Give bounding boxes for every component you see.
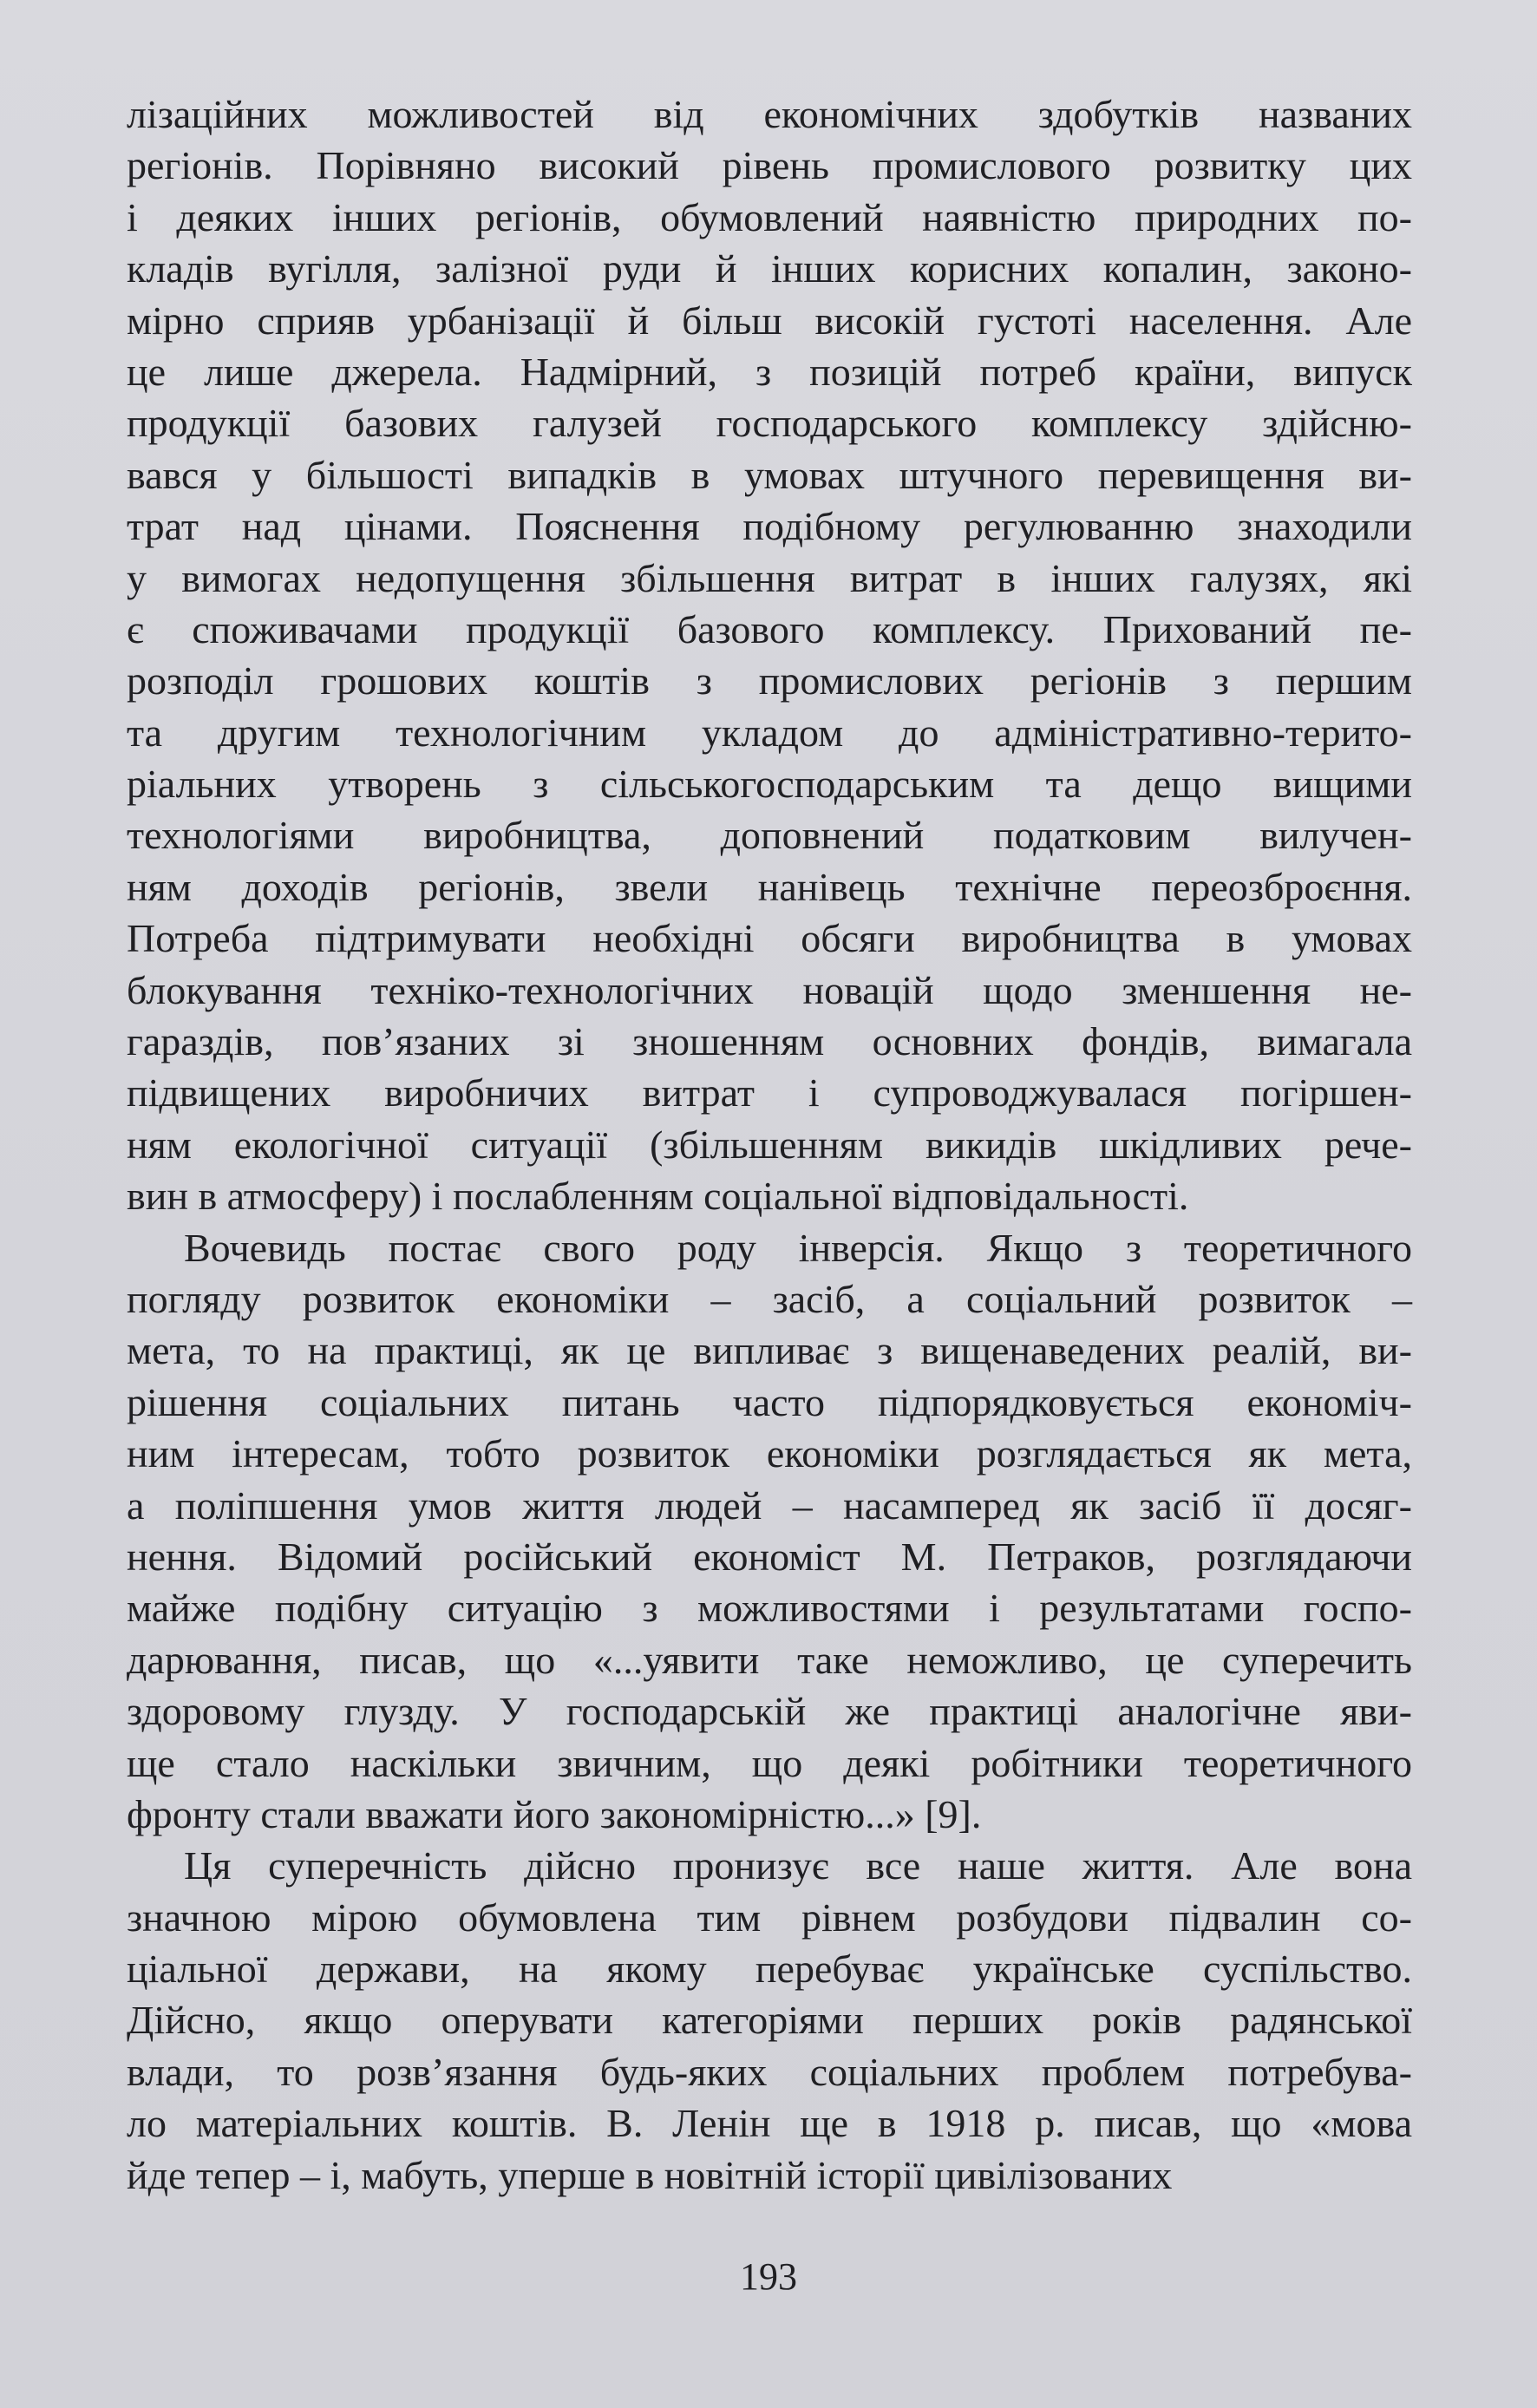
text-line: ло матеріальних коштів. В. Ленін ще в 1918 р. писав, що «мова: [127, 2101, 1412, 2146]
text-line: йде тепер – і, мабуть, уперше в новітній історії цивілізованих: [127, 2152, 1173, 2197]
text-line: ним інтересам, тобто розвиток економіки розглядається як мета,: [127, 1431, 1412, 1476]
text-line: нення. Відомий російський економіст М. Петраков, розглядаючи: [127, 1534, 1412, 1579]
text-line: Вочевидь постає свого роду інверсія. Якщо з теоретичного: [184, 1225, 1412, 1270]
text-line: майже подібну ситуацію з можливостями і результатами госпо-: [127, 1586, 1412, 1631]
text-line: є споживачами продукції базового комплексу. Прихований пе-: [127, 606, 1412, 651]
text-line: а поліпшення умов життя людей – насамперед як засіб її досяг-: [127, 1482, 1412, 1528]
text-line: продукції базових галузей господарського комплексу здійсню-: [127, 401, 1412, 446]
text-line: мета, то на практиці, як це випливає з вищенаведених реалій, ви-: [127, 1328, 1412, 1373]
text-line: кладів вугілля, залізної руди й інших корисних копалин, законо-: [127, 246, 1412, 291]
page-number: 193: [740, 2255, 797, 2298]
text-line: ріальних утворень з сільськогосподарським та дещо вищими: [127, 762, 1412, 807]
text-line: розподіл грошових коштів з промислових регіонів з першим: [127, 658, 1412, 703]
text-line: ням екологічної ситуації (збільшенням викидів шкідливих рече-: [127, 1122, 1412, 1167]
text-line: технологіями виробництва, доповнений податковим вилучен-: [127, 813, 1412, 858]
text-line: регіонів. Порівняно високий рівень промислового розвитку цих: [127, 143, 1412, 188]
text-line: та другим технологічним укладом до адміністративно-терито-: [127, 710, 1412, 755]
text-line: дарювання, писав, що «...уявити таке неможливо, це суперечить: [127, 1637, 1412, 1682]
text-line: Потреба підтримувати необхідні обсяги виробництва в умовах: [127, 916, 1412, 961]
text-line: ням доходів регіонів, звели нанівець технічне переозброєння.: [127, 864, 1412, 909]
text-line: рішення соціальних питань часто підпорядковується економіч-: [127, 1379, 1412, 1424]
text-line: трат над цінами. Пояснення подібному регулюванню знаходили: [127, 504, 1412, 549]
text-line: Ця суперечність дійсно пронизує все наше життя. Але вона: [184, 1843, 1412, 1888]
text-line: погляду розвиток економіки – засіб, а соціальний розвиток –: [127, 1276, 1412, 1321]
text-line: і деяких інших регіонів, обумовлений наявністю природних по-: [127, 194, 1412, 239]
text-line: значною мірою обумовлена тим рівнем розбудови підвалин со-: [127, 1894, 1412, 1940]
text-line: блокування техніко-технологічних новацій щодо зменшення не-: [127, 967, 1412, 1012]
text-line: підвищених виробничих витрат і супроводжувалася погіршен-: [127, 1070, 1412, 1116]
text-line: це лише джерела. Надмірний, з позицій потреб країни, випуск: [127, 349, 1412, 394]
text-line: у вимогах недопущення збільшення витрат в інших галузях, які: [127, 555, 1412, 600]
text-line: влади, то розв’язання будь-яких соціальних проблем потребува-: [127, 2049, 1412, 2094]
text-line: мірно сприяв урбанізації й більш високій густоті населення. Але: [127, 298, 1412, 343]
body-text: [127, 88, 1412, 2201]
text-line: ще стало наскільки звичним, що деякі робітники теоретичного: [127, 1740, 1412, 1785]
paragraph: [127, 88, 1412, 1222]
text-line: гараздів, пов’язаних зі зношенням основних фондів, вимагала: [127, 1019, 1412, 1064]
text-line: ціальної держави, на якому перебуває українське суспільство.: [127, 1947, 1412, 1992]
text-line: фронту стали вважати його закономірністю...» [9].: [127, 1791, 982, 1836]
text-line: лізаційних можливостей від економічних здобутків названих: [127, 92, 1412, 136]
text-line: Дійсно, якщо оперувати категоріями перших років радянської: [127, 1998, 1412, 2043]
text-line: вався у більшості випадків в умовах штучного перевищення ви-: [127, 452, 1412, 497]
paragraph: [127, 1222, 1412, 1841]
text-line: вин в атмосферу) і послабленням соціальної відповідальності.: [127, 1174, 1189, 1219]
text-line: здоровому глузду. У господарській же практиці аналогічне яви-: [127, 1689, 1412, 1734]
paragraph: [127, 1840, 1412, 2201]
